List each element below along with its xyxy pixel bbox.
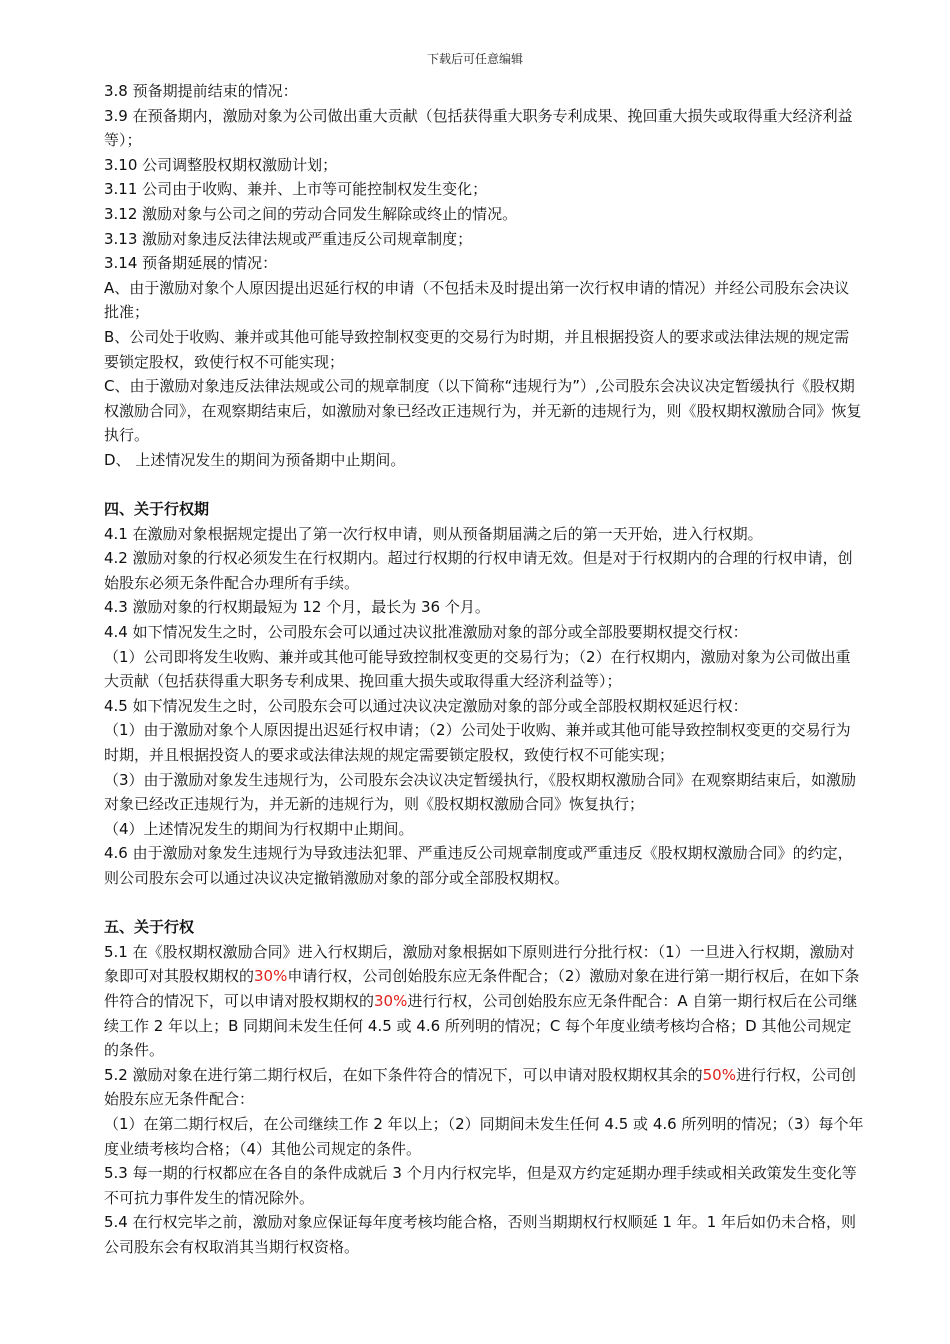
paragraph-3-13: 3.13 激励对象违反法律法规或严重违反公司规章制度； <box>104 229 473 248</box>
paragraph-3-8: 3.8 预备期提前结束的情况： <box>104 82 298 100</box>
page-header: 下载后可任意编辑 <box>426 52 523 66</box>
paragraph-4-2: 4.2 激励对象的行权必须发生在行权期内。超过行权期的行权申请无效。但是对于行权期内的合理的行权申请，创始股东必须无条件配合办理所有手续。 <box>104 549 853 592</box>
highlight-percent-second: 30% <box>374 991 408 1010</box>
paragraph-5-2 <box>104 1063 864 1112</box>
paragraph-3-14: 3.14 预备期延展的情况： <box>104 254 278 273</box>
section-spacer <box>104 473 864 498</box>
paragraph-4-5: 4.5 如下情况发生之时，公司股东会可以通过决议决定激励对象的部分或全部股权期权延迟行权： <box>104 696 748 715</box>
paragraph-5-1-part-c: 进行行权，公司创始股东应无条件配合：A 自第一期行权后在公司继续工作 2 年以上；B 同期间未发生任何 4.5 或 4.6 所列明的情况；C 每个年度业绩考核均合格；D 其他公司规定的条件。 <box>104 991 858 1060</box>
paragraph-4-5-items-1: （1）由于激励对象个人原因提出迟延行权申请；（2）公司处于收购、兼并或其他可能导致控制权变更的交易行为时期，并且根据投资人的要求或法律法规的规定需要锁定股权，致使行权不可能实现； <box>104 721 851 765</box>
paragraph-5-2-part-a: 5.2 激励对象在进行第二期行权后，在如下条件符合的情况下，可以申请对股权期权其余的 <box>104 1065 703 1084</box>
paragraph-5-2-part-b: 进行行权，公司创始股东应无条件配合： <box>104 1065 856 1109</box>
paragraph-5-1 <box>104 940 864 1063</box>
paragraph-5-1-part-a: 5.1 在《股权期权激励合同》进入行权期后，激励对象根据如下原则进行分批行权：（1）一旦进入行权期，激励对象即可对其股权期权的 <box>104 942 855 986</box>
paragraph-5-4: 5.4 在行权完毕之前，激励对象应保证每年度考核均能合格，否则当期期权行权顺延 1 年。1 年后如仍未合格，则公司股东会有权取消其当期行权资格。 <box>104 1213 857 1256</box>
paragraph-5-1-part-b: 申请行权，公司创始股东应无条件配合；（2）激励对象在进行第一期行权后，在如下条件符合的情况下，可以申请对股权期权的 <box>104 967 860 1010</box>
paragraph-3-14-d: D、 上述情况发生的期间为预备期中止期间。 <box>104 450 406 469</box>
paragraph-3-14-b: B、公司处于收购、兼并或其他可能导致控制权变更的交易行为时期，并且根据投资人的要求或法律法规的规定需要锁定股权，致使行权不可能实现； <box>104 327 850 371</box>
paragraph-4-3: 4.3 激励对象的行权期最短为 12 个月，最长为 36 个月。 <box>104 598 490 617</box>
document-body <box>104 79 864 1260</box>
section-title-4: 四、关于行权期 <box>104 500 210 519</box>
paragraph-4-6: 4.6 由于激励对象发生违规行为导致违法犯罪、严重违反公司规章制度或严重违反《股权期权激励合同》的约定，则公司股东会可以通过决议决定撤销激励对象的部分或全部股权期权。 <box>104 844 853 887</box>
paragraph-3-14-a: A、由于激励对象个人原因提出迟延行权的申请（不包括未及时提出第一次行权申请的情况）并经公司股东会决议批准； <box>104 278 850 322</box>
paragraph-4-5-items-4: （4）上述情况发生的期间为行权期中止期间。 <box>104 819 414 838</box>
section-spacer <box>104 891 864 916</box>
paragraph-3-9: 3.9 在预备期内，激励对象为公司做出重大贡献（包括获得重大职务专利成果、挽回重大损失或取得重大经济利益等）； <box>104 106 853 150</box>
paragraph-4-4-items: （1）公司即将发生收购、兼并或其他可能导致控制权变更的交易行为；（2）在行权期内，激励对象为公司做出重大贡献（包括获得重大职务专利成果、挽回重大损失或取得重大经济利益等）； <box>104 647 851 691</box>
paragraph-3-11: 3.11 公司由于收购、兼并、上市等可能控制权发生变化； <box>104 180 488 199</box>
highlight-percent-first: 30% <box>254 967 288 986</box>
paragraph-3-10: 3.10 公司调整股权期权激励计划； <box>104 155 338 174</box>
paragraph-3-14-c: C、由于激励对象违反法律法规或公司的规章制度（以下简称“违规行为”）,公司股东会决议决定暂缓执行《股权期权激励合同》，在观察期结束后，如激励对象已经改正违规行为，并无新的违规行为，则《股权期权激励合同》恢复执行。 <box>104 377 862 445</box>
section-title-5: 五、关于行权 <box>104 918 195 937</box>
paragraph-4-1: 4.1 在激励对象根据规定提出了第一次行权申请，则从预备期届满之后的第一天开始，进入行权期。 <box>104 524 763 543</box>
paragraph-4-5-items-3: （3）由于激励对象发生违规行为，公司股东会决议决定暂缓执行，《股权期权激励合同》在观察期结束后，如激励对象已经改正违规行为，并无新的违规行为，则《股权期权激励合同》恢复执行； <box>104 770 857 814</box>
paragraph-4-4: 4.4 如下情况发生之时，公司股东会可以通过决议批准激励对象的部分或全部股要期权提交行权： <box>104 623 748 642</box>
highlight-percent-remaining: 50% <box>702 1065 736 1084</box>
paragraph-5-2-items: （1）在第二期行权后，在公司继续工作 2 年以上；（2）同期间未发生任何 4.5 或 4.6 所列明的情况；（3）每个年度业绩考核均合格；（4）其他公司规定的条件。 <box>104 1114 864 1158</box>
paragraph-3-12: 3.12 激励对象与公司之间的劳动合同发生解除或终止的情况。 <box>104 204 518 223</box>
paragraph-5-3: 5.3 每一期的行权都应在各自的条件成就后 3 个月内行权完毕，但是双方约定延期办理手续或相关政策发生变化等不可抗力事件发生的情况除外。 <box>104 1164 857 1207</box>
